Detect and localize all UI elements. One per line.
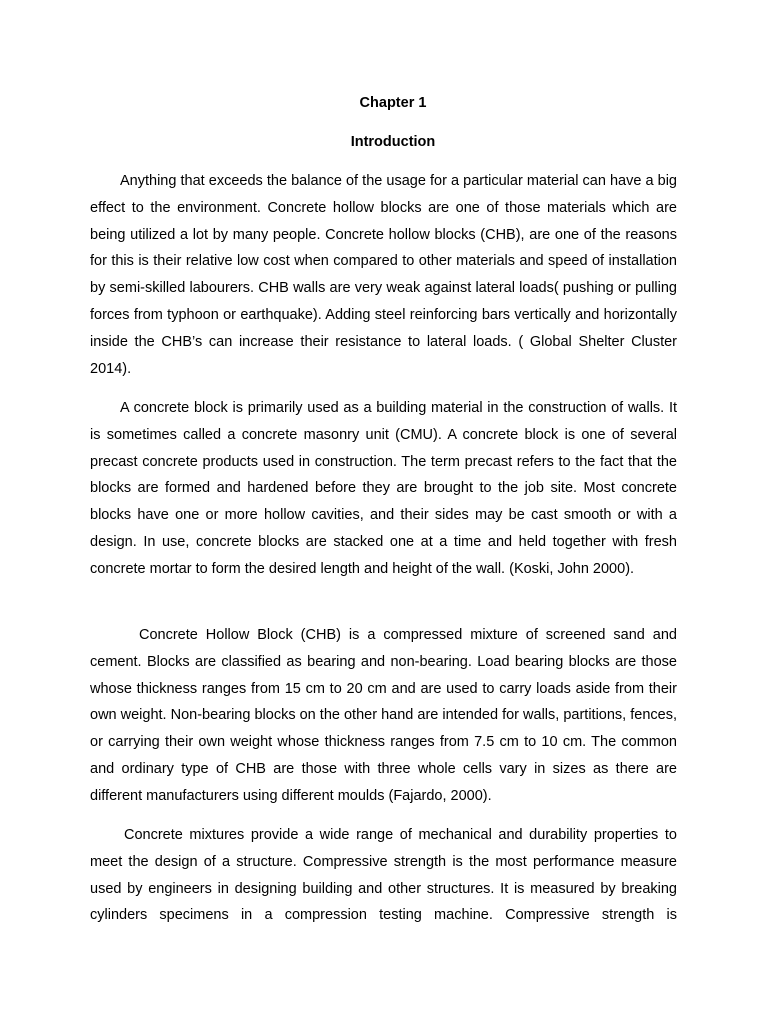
paragraph: Anything that exceeds the balance of the usage for a particular material can have a big effect to the environment. Concrete hollow blocks are one of those materials which are being utilized a lot by many people. Concrete hollow blocks (CHB), are one of the reasons for this is their relative low cost when compared to other materials and speed of installation by semi-skilled labourers. CHB walls are very weak against lateral loads( pushing or pulling forces from typhoon or earthquake). Adding steel reinforcing bars vertically and horizontally inside the CHB’s can increase their resistance to lateral loads. ( Global Shelter Cluster 2014). [90, 173, 677, 377]
section-title: Introduction [350, 134, 436, 150]
paragraph: Concrete Hollow Block (CHB) is a compressed mixture of screened sand and cement. Blocks are classified as bearing and non-bearing. Load bearing blocks are those whose thickness ranges from 15 cm to 20 cm and are used to carry loads aside from their own weight. Non-bearing blocks on the other hand are intended for walls, partitions, fences, or carrying their own weight whose thickness ranges from 7.5 cm to 10 cm. The common and ordinary type of CHB are those with three whole cells vary in sizes as there are different manufacturers using different moulds (Fajardo, 2000). [90, 627, 677, 804]
chapter-heading: Chapter 1 [359, 95, 427, 111]
paragraph: Concrete mixtures provide a wide range of mechanical and durability properties to meet the design of a structure. Compressive strength is the most performance measure used by engineers in designing building and other structures. It is measured by breaking cylinders specimens in a compression testing machine. Compressive strength is [90, 827, 677, 924]
paragraph: A concrete block is primarily used as a building material in the construction of walls. It is sometimes called a concrete masonry unit (CMU). A concrete block is one of several precast concrete products used in construction. The term precast refers to the fact that the blocks are formed and hardened before they are brought to the job site. Most concrete blocks have one or more hollow cavities, and their sides may be cast smooth or with a design. In use, concrete blocks are stacked one at a time and held together with fresh concrete mortar to form the desired length and height of the wall. (Koski, John 2000). [90, 400, 677, 577]
